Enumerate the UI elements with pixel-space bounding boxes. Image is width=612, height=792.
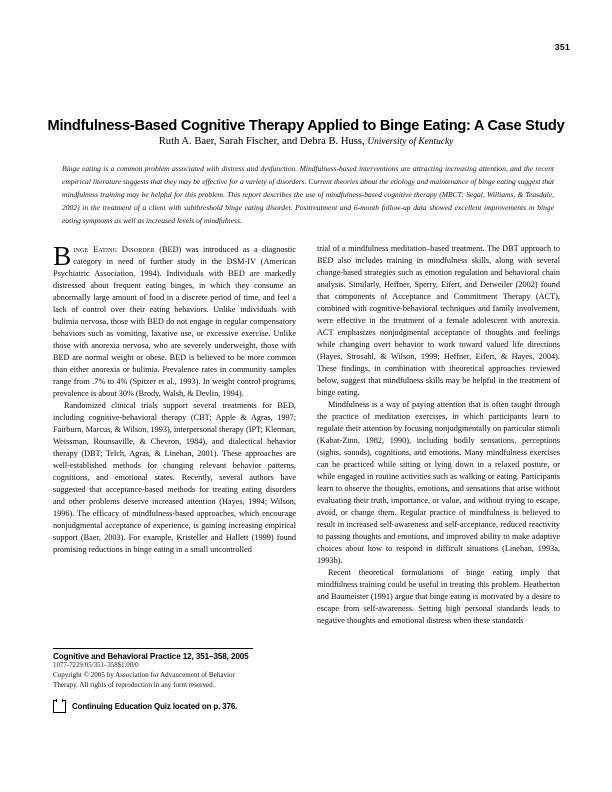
paragraph-intro	[53, 240, 296, 400]
body-column-left	[53, 240, 296, 556]
paragraph-treatments: Randomized clinical trials support several treatments for BED, including cognitive-behavioral therapy (CBT; Apple & Agras, 1997; Fairburn, Marcus, & Wilson, 1993), interpersonal therapy (IPT; Klerman, Weissman, Rounsaville, & Chevron, 1984), and dialectical behavior therapy (DBT; Telch, Agras, & Linehan, 2001). These approaches are well-established methods for changing relevant behavior patterns, cognitions, and emotional states. Recently, several authors have suggested that acceptance-based methods for treating eating disorders and other problems deserve increased attention (Hayes, 1994; Wilson, 1996). The efficacy of mindfulness-based approaches, which encourage nonjudgmental acceptance of experience, is gaining increasing empirical support (Baer, 2003). For example, Kristeller and Hallett (1999) found promising reductions in binge eating in a small uncontrolled	[53, 401, 296, 554]
copyright-line-1: Copyright © 2005 by Association for Advancement of Behavior	[53, 671, 235, 680]
author-affiliation: University of Kentucky	[367, 137, 454, 147]
journal-citation: Cognitive and Behavioral Practice 12, 351–358, 2005	[53, 652, 249, 661]
drop-cap-letter: B	[53, 240, 72, 271]
quiz-book-icon	[53, 700, 66, 713]
paragraph-theory: Recent theoretical formulations of binge eating imply that mindfulness training could be useful in treating this problem. Heatherton and Baumeister (1991) argue that binge eating is motivated by a desire to escape from self-awareness. Setting high personal standards leads to negative thoughts and emotional distress when these standards	[317, 568, 560, 625]
article-abstract: Binge eating is a common problem associated with distress and dysfunction. Mindfulness-based interventions are attracting increasing attention, and the recent empirical literature suggests that they may be effective for a variety of disorders. Current theories about the etiology and maintenance of binge eating suggest that mindfulness training may be helpful for this problem. This report describes the use of mindfulness-based cognitive therapy (MBCT; Segal, Williams, & Teasdale, 2002) in the treatment of a client with subthreshold binge eating disorder. Posttreatment and 6-month follow-up data showed excellent improvements in binge eating symptoms as well as increased levels of mindfulness.	[62, 164, 554, 225]
continuing-education-notice	[53, 700, 296, 713]
paragraph-mindfulness-definition: Mindfulness is a way of paying attention that is often taught through the practice of meditation exercises, in which participants learn to regulate their attention by focusing nonjudgmentally on particular stimuli (Kabat-Zinn, 1982, 1990), including bodily sensations, perceptions (sights, sounds), cognitions, and emotions. Many mindfulness exercises can be practiced while sitting or lying down in a relaxed posture, or while engaged in routine activities such as walking or eating. Participants learn to observe the thoughts, emotions, and sensations that arise without evaluating their truth, importance, or value, and without trying to escape, avoid, or change them. Regular practice of mindfulness is believed to result in increased self-awareness and self-acceptance, reduced reactivity to passing thoughts and emotions, and improved ability to make adaptive choices about how to respond in difficult situations (Linehan, 1993a, 1993b).	[317, 400, 560, 565]
issn-line: 1077-7229/05/351–358$1.00/0	[53, 662, 139, 669]
footer-divider	[53, 648, 253, 649]
paragraph-intro-text: (BED) was introduced as a diagnostic category in need of further study in the DSM-IV (American Psychiatric Association, 1994). Individuals with BED are markedly distressed about frequent eating binges, in which they consume an abnormally large amount of food in a discrete period of time, and feel a lack of control over their eating behaviors. Unlike individuals with bulimia nervosa, those with BED do not engage in regular compensatory behaviors such as vomiting, laxative use, or excessive exercise. Unlike those with anorexia nervosa, who are severely underweight, those with BED are normal weight or obese. BED is believed to be more common than either anorexia or bulimia. Prevalence rates in community samples range from .7% to 4% (Spitzer et al., 1993). In weight control programs, prevalence is about 30% (Brody, Walsh, & Devlin, 1994).	[53, 245, 296, 398]
paragraph-dbt-act: trial of a mindfulness meditation–based treatment. The DBT approach to BED also includes training in mindfulness skills, along with several change-based strategies such as emotion regulation and behavioral chain analysis. Similarly, Heffner, Sperry, Eifert, and Detweiler (2002) found that components of Acceptance and Commitment Therapy (ACT), combined with cognitive-behavioral techniques and family involvement, were effective in the treatment of a female adolescent with anorexia. ACT emphasizes nonjudgmental acceptance of thoughts and feelings while changing overt behavior to work toward valued life directions (Hayes, Strosahl, & Wilson, 1999; Heffner, Eifert, & Hayes, 2004). These findings, in combination with theoretical approaches reviewed below, suggest that mindfulness skills may be helpful in the treatment of binge eating.	[317, 244, 560, 397]
author-byline	[46, 136, 566, 147]
body-column-right	[317, 243, 560, 627]
copyright-line-2: Therapy. All rights of reproduction in any form reserved.	[53, 681, 215, 690]
author-names: Ruth A. Baer, Sarah Fischer, and Debra B. Huss,	[158, 136, 365, 147]
opening-small-caps: inge Eating Disorder	[73, 244, 155, 254]
continuing-education-text: Continuing Education Quiz located on p. 376.	[72, 701, 238, 711]
article-title: Mindfulness-Based Cognitive Therapy Applied to Binge Eating: A Case Study	[47, 117, 565, 134]
page-number: 351	[554, 42, 570, 52]
footer-block	[53, 648, 296, 713]
